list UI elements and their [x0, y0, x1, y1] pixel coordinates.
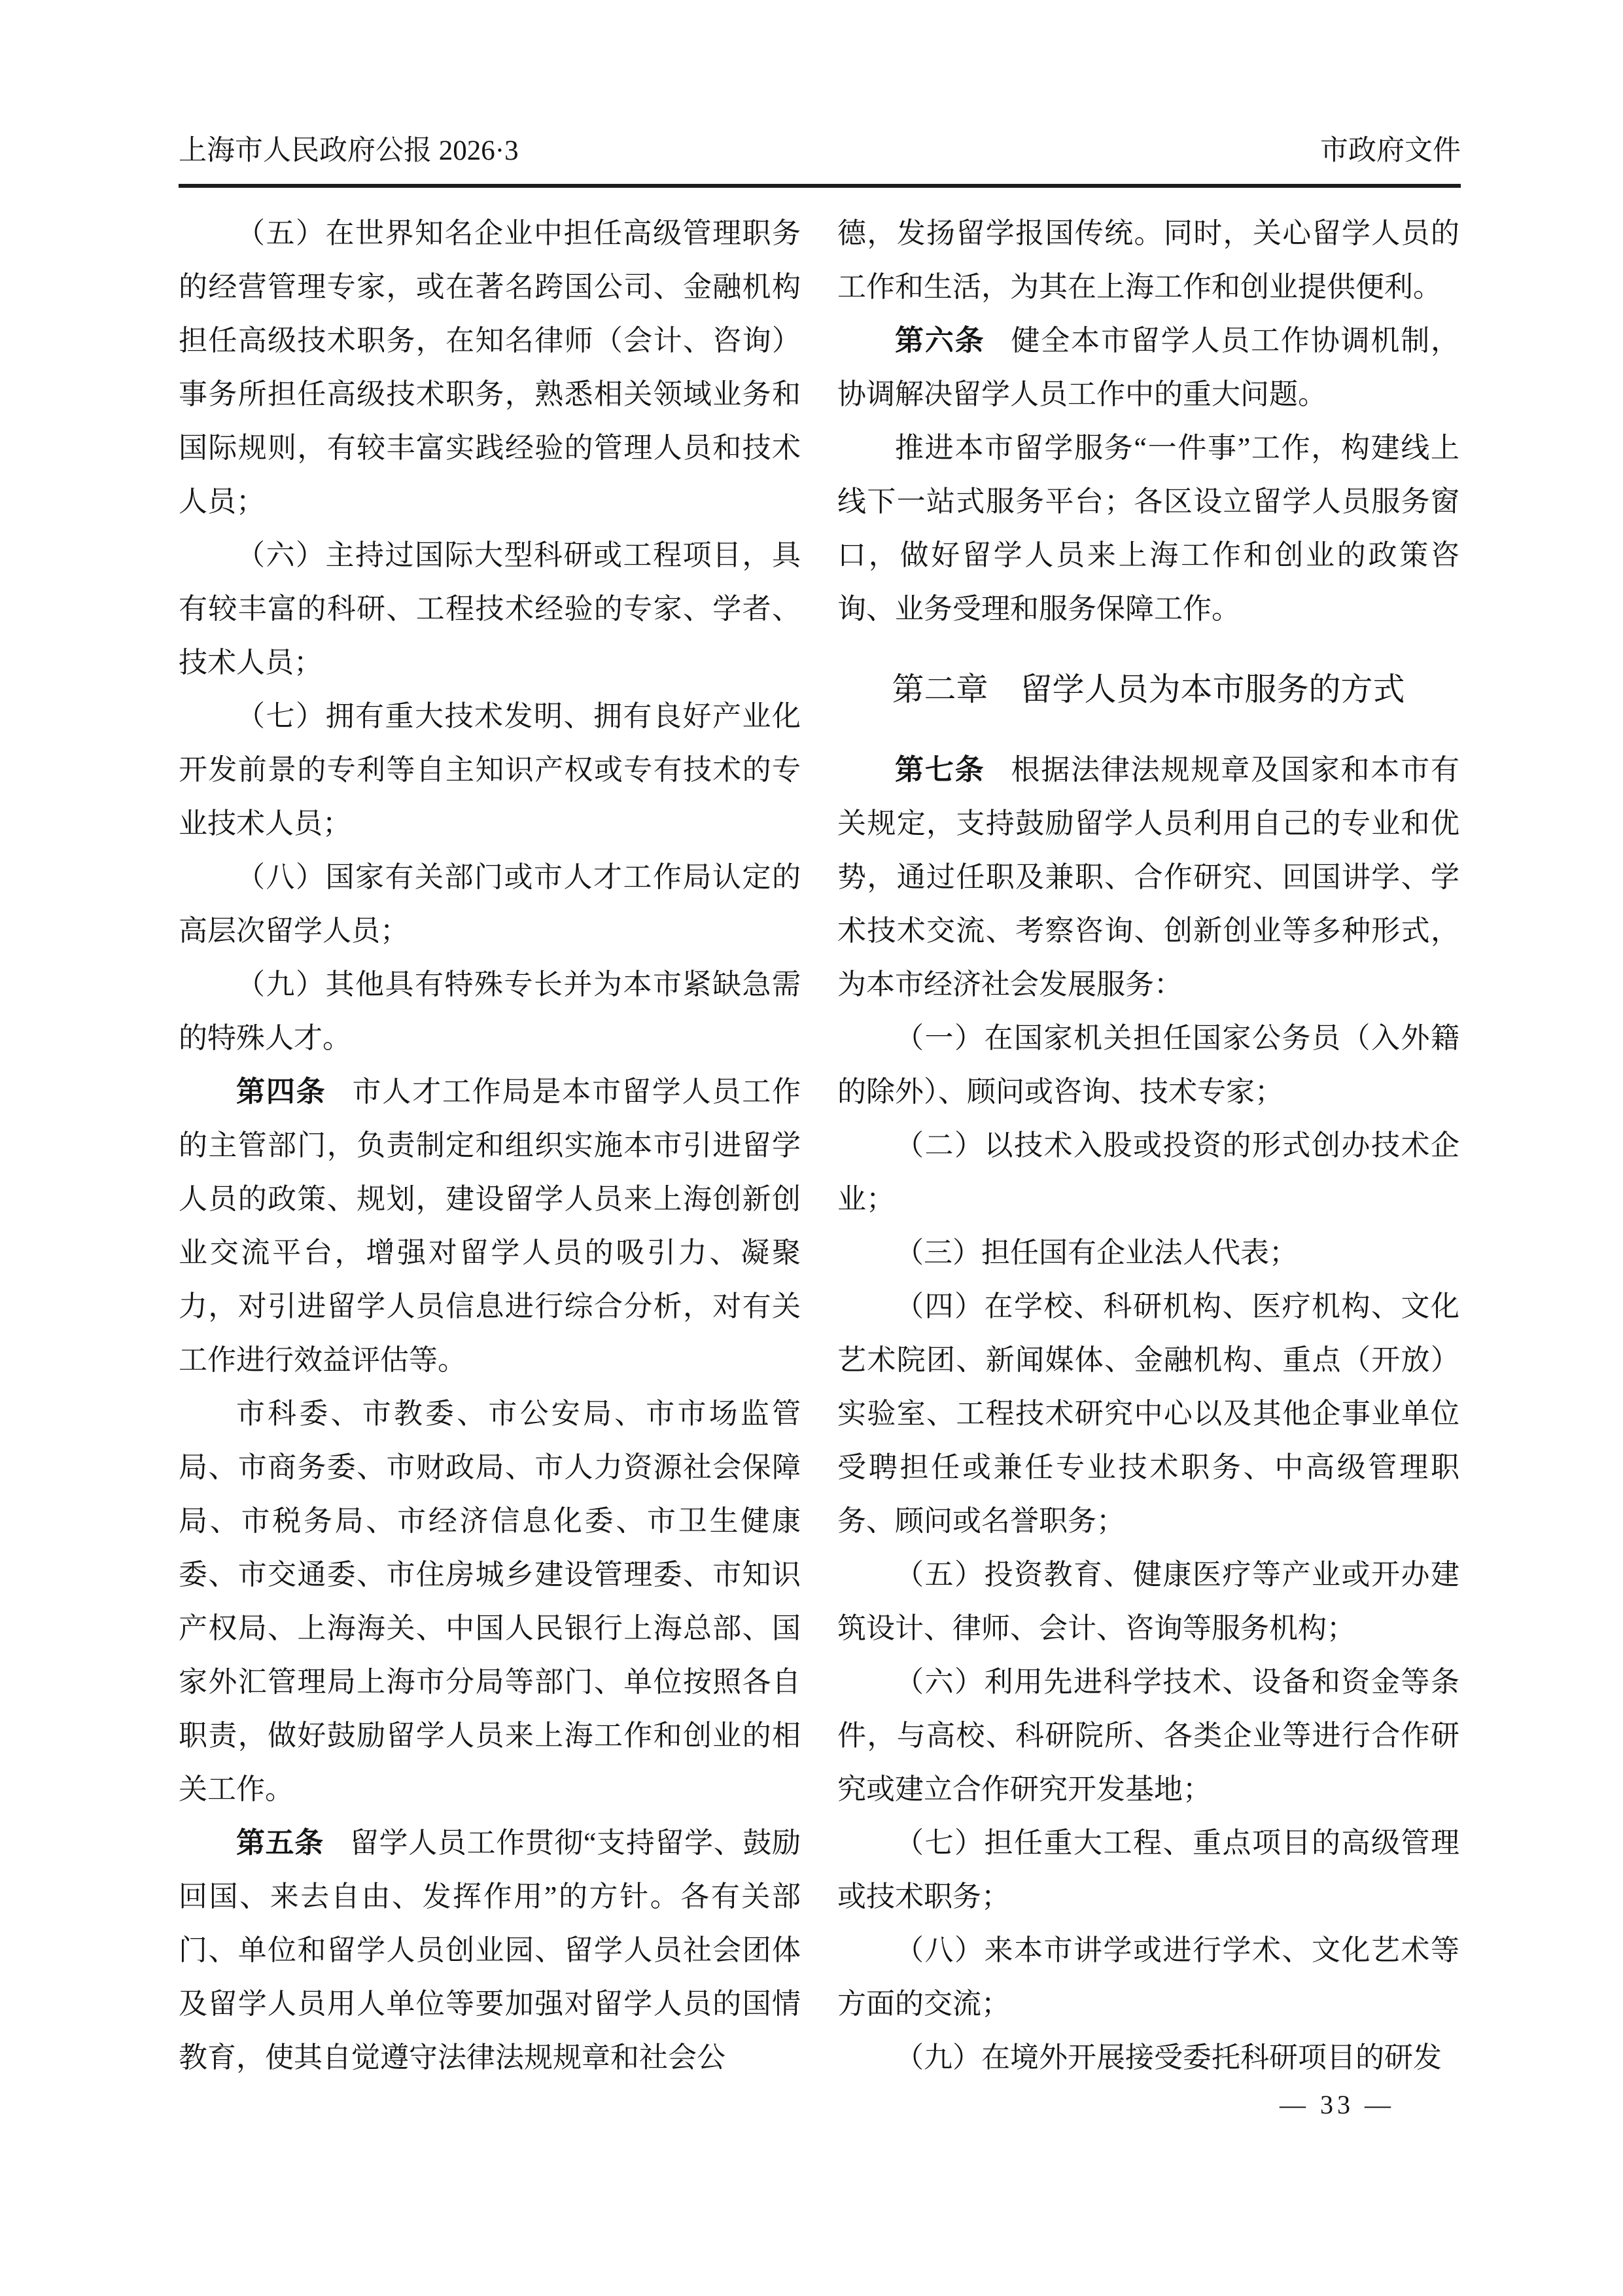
paragraph: （七）担任重大工程、重点项目的高级管理或技术职务；	[837, 1827, 1459, 1913]
paragraph: （三）担任国有企业法人代表；	[895, 1237, 1298, 1269]
paragraph: （八）来本市讲学或进行学术、文化艺术等方面的交流；	[837, 1934, 1459, 2020]
page-header	[179, 128, 1461, 174]
paragraph: 推进本市留学服务“一件事”工作，构建线上线下一站式服务平台；各区设立留学人员服务窗口，做好留学人员来上海工作和创业的政策咨询、业务受理和服务保障工作。	[837, 432, 1459, 625]
paragraph: （九）其他具有特殊专长并为本市紧缺急需的特殊人才。	[179, 968, 801, 1054]
article-number: 第七条	[895, 754, 985, 786]
right-column	[837, 207, 1459, 2085]
paragraph: 市科委、市教委、市公安局、市市场监管局、市商务委、市财政局、市人力资源社会保障局、市税务局、市经济信息化委、市卫生健康委、市交通委、市住房城乡建设管理委、市知识产权局、上海海关、中国人民银行上海总部、国家外汇管理局上海市分局等部门、单位按照各自职责，做好鼓励留学人员来上海工作和创业的相关工作。	[179, 1398, 801, 1805]
paragraph: （五）在世界知名企业中担任高级管理职务的经营管理专家，或在著名跨国公司、金融机构担任高级技术职务，在知名律师（会计、咨询）事务所担任高级技术职务，熟悉相关领域业务和国际规则，有较丰富实践经验的管理人员和技术人员；	[179, 217, 801, 518]
paragraph: （九）在境外开展接受委托科研项目的研发	[895, 2041, 1442, 2074]
paragraph: （四）在学校、科研机构、医疗机构、文化艺术院团、新闻媒体、金融机构、重点（开放）实验室、工程技术研究中心以及其他企事业单位受聘担任或兼任专业技术职务、中高级管理职务、顾问或名誉职务；	[837, 1290, 1459, 1537]
section-label: 市政府文件	[1320, 135, 1461, 166]
paragraph: 第六条 健全本市留学人员工作协调机制，协调解决留学人员工作中的重大问题。	[837, 325, 1460, 410]
page-number: — 33 —	[1280, 2090, 1395, 2119]
paragraph: 第五条 留学人员工作贯彻“支持留学、鼓励回国、来去自由、发挥作用”的方针。各有关部门、单位和留学人员创业园、留学人员社会团体及留学人员用人单位等要加强对留学人员的国情教育，使其自觉遵守法律法规规章和社会公	[179, 1827, 801, 2074]
paragraph: （六）主持过国际大型科研或工程项目，具有较丰富的科研、工程技术经验的专家、学者、技术人员；	[179, 539, 801, 679]
article-number: 第四条	[236, 1076, 326, 1108]
paragraph: 德，发扬留学报国传统。同时，关心留学人员的工作和生活，为其在上海工作和创业提供便利。	[837, 217, 1459, 303]
paragraph: （六）利用先进科学技术、设备和资金等条件，与高校、科研院所、各类企业等进行合作研究或建立合作研究开发基地；	[837, 1666, 1459, 1805]
paragraph: （二）以技术入股或投资的形式创办技术企业；	[837, 1129, 1459, 1215]
paragraph: （八）国家有关部门或市人才工作局认定的高层次留学人员；	[179, 861, 801, 947]
paragraph: （五）投资教育、健康医疗等产业或开办建筑设计、律师、会计、咨询等服务机构；	[837, 1559, 1459, 1644]
paragraph: （七）拥有重大技术发明、拥有良好产业化开发前景的专利等自主知识产权或专有技术的专业技术人员；	[179, 700, 801, 839]
header-rule	[179, 184, 1461, 188]
article-number: 第五条	[236, 1827, 324, 1859]
paragraph: 第七条 根据法律法规规章及国家和本市有关规定，支持鼓励留学人员利用自己的专业和优势，通过任职及兼职、合作研究、回国讲学、学术技术交流、考察咨询、创新创业等多种形式，为本市经济社会发展服务：	[837, 754, 1460, 1000]
gazette-title: 上海市人民政府公报 2026·3	[179, 135, 519, 166]
article-number: 第六条	[895, 325, 985, 357]
chapter-heading: 第二章 留学人员为本市服务的方式	[892, 671, 1405, 707]
content-columns	[179, 207, 1459, 2085]
paragraph: （一）在国家机关担任国家公务员（入外籍的除外）、顾问或咨询、技术专家；	[837, 1022, 1459, 1108]
paragraph: 第四条 市人才工作局是本市留学人员工作的主管部门，负责制定和组织实施本市引进留学人员的政策、规划，建设留学人员来上海创新创业交流平台，增强对留学人员的吸引力、凝聚力，对引进留学人员信息进行综合分析，对有关工作进行效益评估等。	[179, 1076, 801, 1376]
left-column	[179, 207, 801, 2085]
